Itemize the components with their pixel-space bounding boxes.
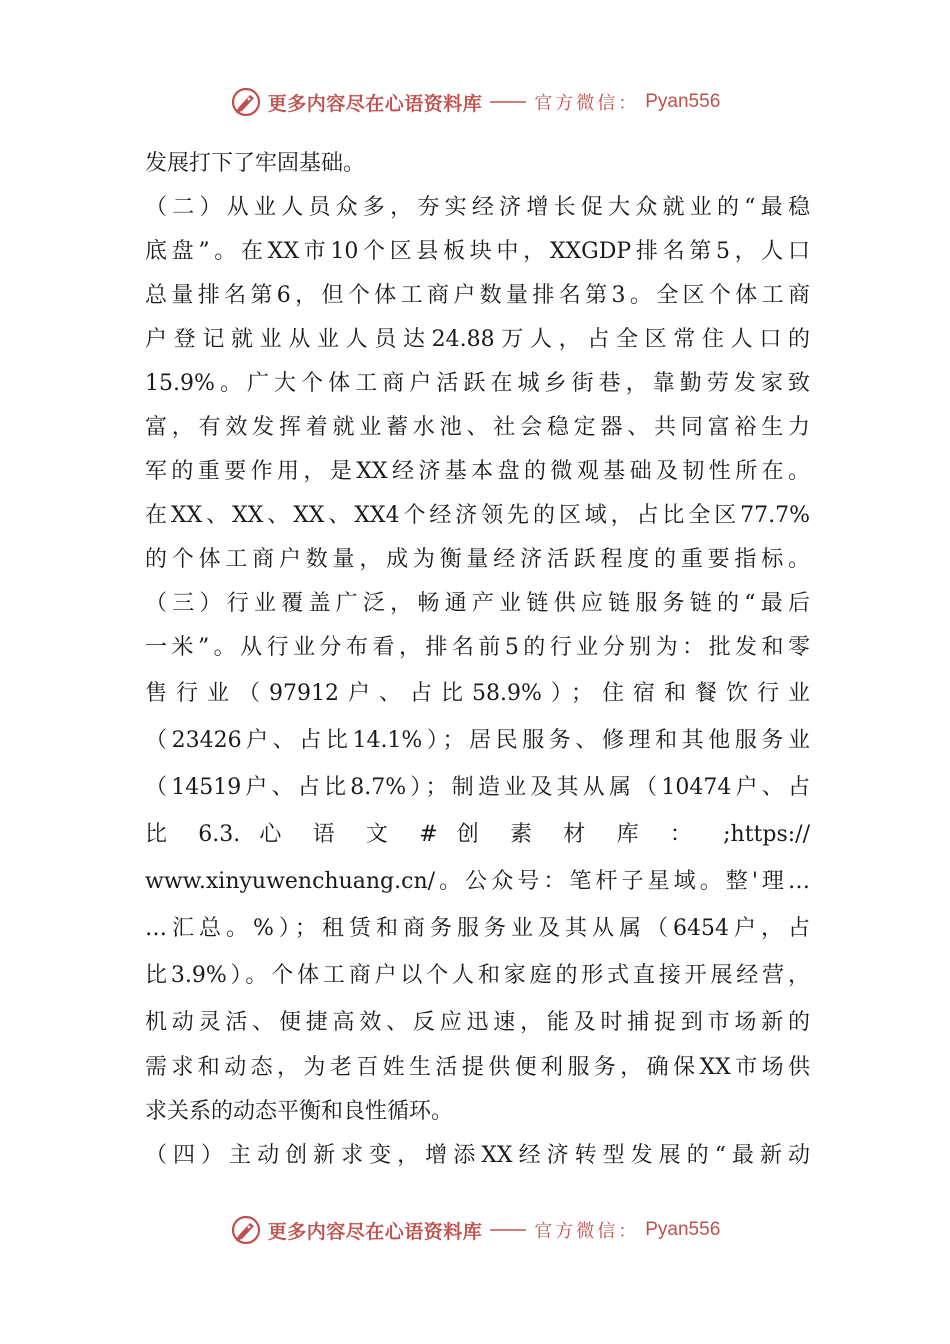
footer-banner [0, 1210, 950, 1250]
official-wechat-label: 官方微信： [534, 93, 640, 114]
site-name: 更多内容尽在心语资料库 [267, 92, 483, 115]
text-line: 底盘”。在XX市10个区县板块中，XXGDP排名第5，人口 [145, 239, 810, 264]
text-line: 户登记就业从业人员达24.88万人，占全区常住人口的 [145, 327, 810, 352]
wechat-id: Pyan556 [645, 1219, 721, 1240]
text-line: （二）从业人员众多，夯实经济增长促大众就业的“最稳 [145, 195, 810, 220]
text-line: （三）行业覆盖广泛，畅通产业链供应链服务链的“最后 [145, 591, 810, 616]
official-wechat-label: 官方微信： [534, 1221, 640, 1242]
text-line: 的个体工商户数量，成为衡量经济活跃程度的重要指标。 [145, 547, 810, 572]
text-line: 在XX、XX、XX、XX4个经济领先的区域，占比全区77.7% [145, 503, 810, 528]
text-line: 比3.9%）。个体工商户以个人和家庭的形式直接开展经营， [145, 963, 810, 988]
text-line: 比 6.3. 心 语 文 # 创 素 材 库 ： ;https:// [145, 822, 810, 847]
pen-nib-logo-icon [230, 86, 262, 118]
text-line: （23426户、占比14.1%）；居民服务、修理和其他服务业 [145, 728, 810, 753]
site-name: 更多内容尽在心语资料库 [267, 1220, 483, 1243]
text-line: 一米”。从行业分布看，排名前5的行业分别为：批发和零 [145, 635, 810, 660]
text-line: （四）主动创新求变，增添XX经济转型发展的“最新动 [145, 1143, 810, 1168]
text-line: 军的重要作用，是XX经济基本盘的微观基础及韧性所在。 [145, 459, 810, 484]
text-line: 总量排名第6，但个体工商户数量排名第3。全区个体工商 [145, 283, 810, 308]
pen-nib-logo-icon [230, 1214, 262, 1246]
text-line: 15.9%。广大个体工商户活跃在城乡街巷，靠勤劳发家致 [145, 371, 810, 396]
text-line: 售行业（97912户、占比58.9%）；住宿和餐饮行业 [145, 681, 810, 706]
wechat-id: Pyan556 [645, 91, 721, 112]
text-line: 需求和动态，为老百姓生活提供便利服务，确保XX市场供 [145, 1055, 810, 1080]
banner-dash [490, 1229, 526, 1231]
header-banner [0, 82, 950, 122]
document-body [145, 142, 810, 1178]
text-line: 机动灵活、便捷高效、反应迅速，能及时捕捉到市场新的 [145, 1010, 810, 1035]
text-line: （14519户、占比8.7%）；制造业及其从属（10474户、占 [145, 775, 810, 800]
banner-dash [490, 101, 526, 103]
text-line: …汇总。%）；租赁和商务服务业及其从属（6454户，占 [145, 916, 810, 941]
text-line: 求关系的动态平衡和良性循环。 [145, 1099, 454, 1124]
text-line: 富，有效发挥着就业蓄水池、社会稳定器、共同富裕生力 [145, 415, 810, 440]
text-line: www.xinyuwenchuang.cn/。公众号：笔杆子星域。整'理… [145, 869, 810, 894]
text-line: 发展打下了牢固基础。 [145, 151, 366, 176]
